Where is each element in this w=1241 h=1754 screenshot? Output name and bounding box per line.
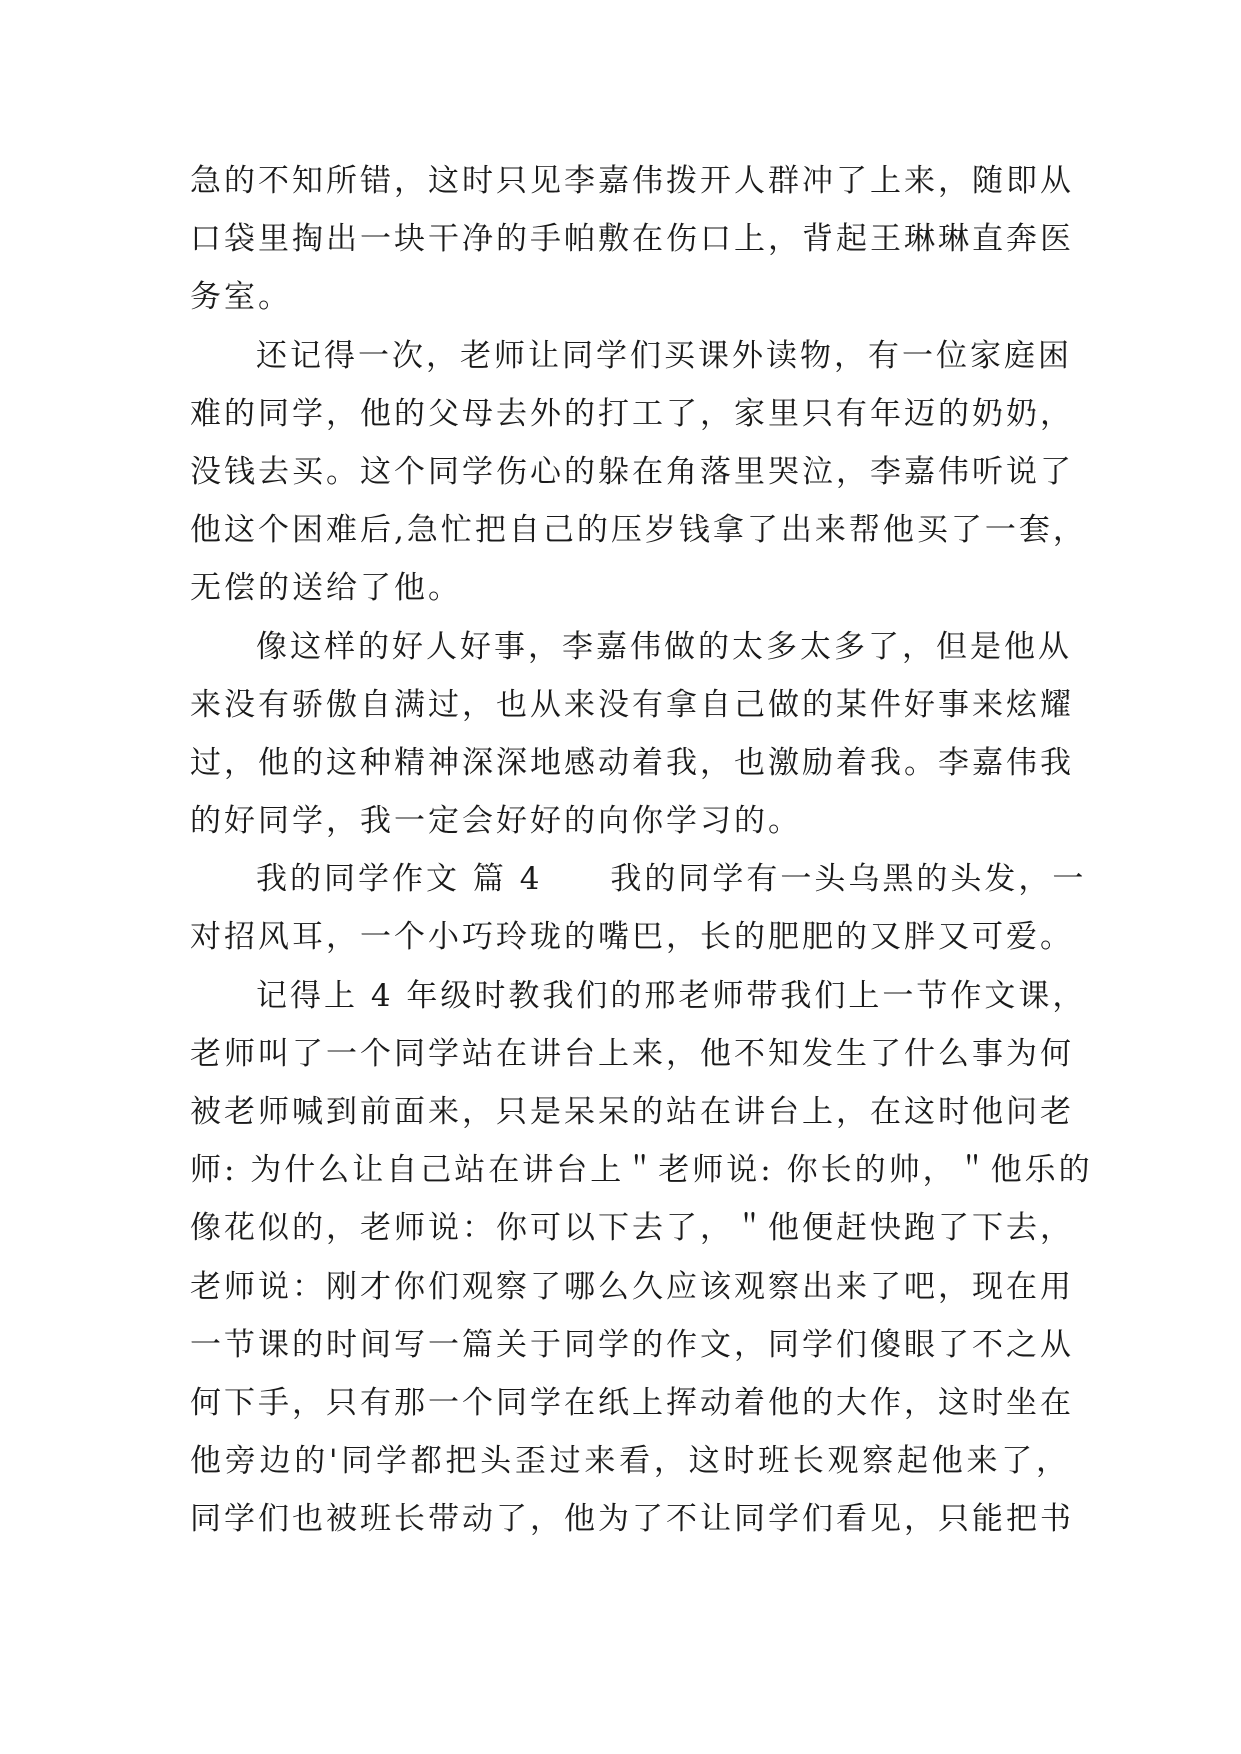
text-line: 务室。 bbox=[190, 279, 292, 316]
text-line: 还记得一次，老师让同学们买课外读物，有一位家庭困 bbox=[256, 337, 1072, 374]
text-line: 对招风耳，一个小巧玲珑的嘴巴，长的肥肥的又胖又可爱。 bbox=[190, 919, 1074, 956]
text-line: 何下手，只有那一个同学在纸上挥动着他的大作，这时坐在 bbox=[190, 1384, 1074, 1421]
text-line: 同学们也被班长带动了，他为了不让同学们看见，只能把书 bbox=[190, 1501, 1074, 1538]
text-line: 过，他的这种精神深深地感动着我，也激励着我。李嘉伟我 bbox=[190, 744, 1074, 781]
text-line: 记得上 4 年级时教我们的邢老师带我们上一节作文课， bbox=[256, 977, 1087, 1014]
text-line: 他这个困难后,急忙把自己的压岁钱拿了出来帮他买了一套， bbox=[190, 512, 1087, 549]
text-line: 我的同学作文 篇 4 我的同学有一头乌黑的头发，一 bbox=[256, 861, 1087, 898]
text-line: 没钱去买。这个同学伤心的躲在角落里哭泣，李嘉伟听说了 bbox=[190, 453, 1074, 490]
text-line: 一节课的时间写一篇关于同学的作文，同学们傻眼了不之从 bbox=[190, 1326, 1074, 1363]
text-line: 难的同学，他的父母去外的打工了，家里只有年迈的奶奶， bbox=[190, 395, 1074, 432]
text-line: 的好同学，我一定会好好的向你学习的。 bbox=[190, 803, 802, 840]
text-line: 像这样的好人好事，李嘉伟做的太多太多了，但是他从 bbox=[256, 628, 1072, 665]
text-line: 来没有骄傲自满过，也从来没有拿自己做的某件好事来炫耀 bbox=[190, 686, 1074, 723]
text-line: 被老师喊到前面来，只是呆呆的站在讲台上，在这时他问老 bbox=[190, 1094, 1074, 1130]
text-line: 无偿的送给了他。 bbox=[190, 570, 462, 607]
text-line: 口袋里掏出一块干净的手帕敷在伤口上，背起王琳琳直奔医 bbox=[190, 221, 1074, 258]
text-line: 急的不知所错，这时只见李嘉伟拨开人群冲了上来，随即从 bbox=[190, 163, 1074, 199]
text-line: 老师说：刚才你们观察了哪么久应该观察出来了吧，现在用 bbox=[190, 1268, 1074, 1305]
text-line: 他旁边的'同学都把头歪过来看，这时班长观察起他来了， bbox=[190, 1443, 1070, 1480]
text-line: 师: 为什么让自己站在讲台上＂老师说: 你长的帅，＂他乐的 bbox=[190, 1152, 1093, 1189]
text-line: 老师叫了一个同学站在讲台上来，他不知发生了什么事为何 bbox=[190, 1035, 1074, 1072]
document-body bbox=[190, 152, 1093, 1549]
text-line: 像花似的，老师说：你可以下去了，＂他便赶快跑了下去， bbox=[190, 1210, 1074, 1247]
